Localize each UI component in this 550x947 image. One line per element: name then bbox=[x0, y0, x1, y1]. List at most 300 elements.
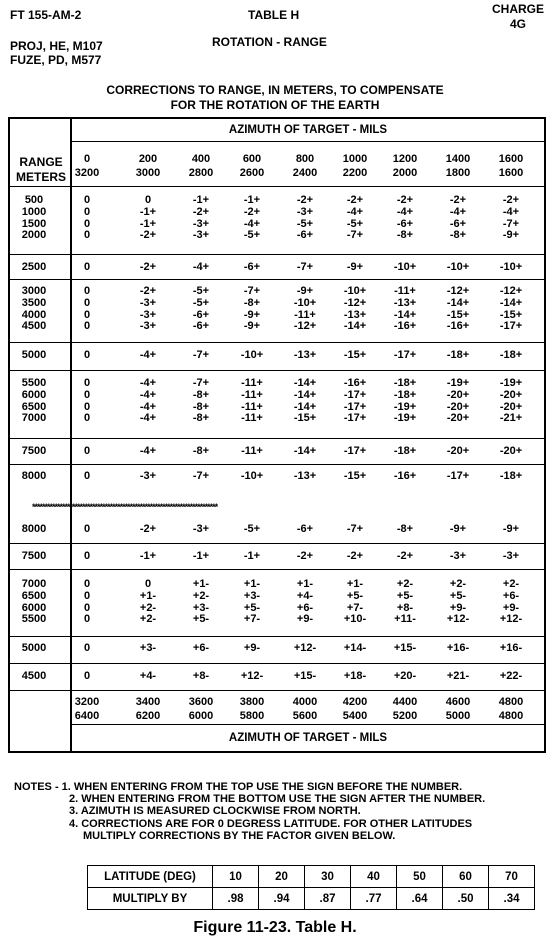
bottom-azimuth-value: 5000 bbox=[445, 710, 471, 722]
correction-value: +15- bbox=[393, 642, 417, 654]
correction-value: -4+ bbox=[139, 412, 157, 425]
correction-value: +22- bbox=[499, 670, 523, 682]
correction-value: -20+ bbox=[499, 445, 523, 457]
correction-value: +12- bbox=[293, 642, 317, 654]
correction-value: -20+ bbox=[446, 445, 470, 457]
top-azimuth-value: 1600 bbox=[498, 153, 524, 165]
doc-id: FT 155-AM-2 bbox=[10, 8, 82, 22]
correction-value: -18+ bbox=[393, 388, 417, 401]
range-value: 5000 bbox=[21, 349, 47, 361]
top-azimuth-value: 400 bbox=[191, 153, 211, 165]
correction-value: -1+ bbox=[139, 550, 157, 562]
correction-value: -8+ bbox=[396, 229, 414, 242]
correction-value: -12+ bbox=[446, 285, 470, 297]
latitude-row-label: LATITUDE (DEG) bbox=[88, 866, 213, 888]
correction-value: -4+ bbox=[139, 388, 157, 401]
correction-value: -15+ bbox=[446, 308, 470, 321]
correction-value: +20- bbox=[393, 670, 417, 682]
correction-value: -9+ bbox=[449, 523, 467, 535]
correction-value: -8+ bbox=[396, 523, 414, 535]
correction-value: -1+ bbox=[192, 550, 210, 562]
top-azimuth-value: 2000 bbox=[392, 167, 418, 179]
row-divider bbox=[10, 464, 544, 465]
bottom-azimuth-value: 6400 bbox=[74, 710, 100, 722]
correction-value: -2+ bbox=[396, 194, 414, 206]
correction-value: +4- bbox=[139, 670, 157, 682]
note-1: NOTES - 1. WHEN ENTERING FROM THE TOP USE THE SIGN BEFORE THE NUMBER. bbox=[14, 781, 463, 793]
correction-value: -7+ bbox=[346, 523, 364, 535]
row-divider bbox=[10, 690, 544, 691]
range-label-line2: METERS bbox=[15, 170, 66, 184]
note-2: 2. WHEN ENTERING FROM THE BOTTOM USE THE SIGN AFTER THE NUMBER. bbox=[69, 793, 486, 806]
correction-value: -14+ bbox=[393, 308, 417, 321]
correction-value: -17+ bbox=[499, 320, 523, 333]
bottom-azimuth-value: 5200 bbox=[392, 710, 418, 722]
bottom-azimuth-value: 6200 bbox=[135, 710, 161, 722]
top-azimuth-value: 2600 bbox=[239, 167, 265, 179]
correction-value: -1+ bbox=[243, 194, 261, 206]
correction-value: -13+ bbox=[343, 308, 367, 321]
range-value: 8000 bbox=[21, 470, 47, 482]
correction-value: -7+ bbox=[192, 349, 210, 361]
correction-value: -14+ bbox=[293, 400, 317, 413]
row-divider bbox=[10, 370, 544, 371]
correction-value: 0 bbox=[83, 377, 91, 389]
azimuth-header-bottom: AZIMUTH OF TARGET - MILS bbox=[72, 724, 544, 751]
top-azimuth-value: 1000 bbox=[342, 153, 368, 165]
range-value: 6500 bbox=[21, 589, 47, 602]
correction-value: -16+ bbox=[393, 470, 417, 482]
correction-value: -11+ bbox=[241, 412, 263, 425]
correction-value: -5+ bbox=[296, 217, 314, 230]
correction-value: 0 bbox=[83, 550, 91, 562]
correction-value: -9+ bbox=[502, 229, 520, 242]
row-divider bbox=[10, 543, 544, 544]
correction-value: +21- bbox=[446, 670, 470, 682]
correction-value: -19+ bbox=[499, 377, 523, 389]
correction-value: -2+ bbox=[243, 205, 261, 218]
bottom-azimuth-value: 4400 bbox=[392, 696, 418, 708]
latitude-factor-table bbox=[87, 865, 535, 910]
correction-value: 0 bbox=[83, 523, 91, 535]
correction-value: -18+ bbox=[446, 349, 470, 361]
correction-value: -19+ bbox=[393, 412, 417, 425]
correction-value: 0 bbox=[83, 400, 91, 413]
correction-value: -2+ bbox=[296, 194, 314, 206]
correction-value: -14+ bbox=[499, 296, 523, 309]
correction-value: -2+ bbox=[346, 550, 364, 562]
correction-value: +5- bbox=[449, 589, 467, 602]
correction-value: 0 bbox=[83, 229, 91, 242]
row-divider bbox=[10, 636, 544, 637]
correction-value: -7+ bbox=[346, 229, 364, 242]
row-divider bbox=[10, 279, 544, 280]
correction-value: 0 bbox=[83, 642, 91, 654]
correction-value: -2+ bbox=[139, 261, 157, 273]
correction-value: +2- bbox=[449, 578, 467, 590]
correction-value: -9+ bbox=[296, 285, 314, 297]
correction-value: +5- bbox=[243, 601, 261, 614]
correction-value: -11+ bbox=[241, 388, 263, 401]
correction-value: 0 bbox=[83, 308, 91, 321]
correction-value: +1- bbox=[296, 578, 314, 590]
correction-value: +9- bbox=[449, 601, 467, 614]
correction-value: -1+ bbox=[139, 217, 157, 230]
correction-value: -18+ bbox=[393, 377, 417, 389]
factor-cell: .50 bbox=[443, 888, 489, 910]
range-value: 7000 bbox=[21, 578, 47, 590]
correction-value: -5+ bbox=[192, 285, 210, 297]
correction-value: +8- bbox=[396, 601, 414, 614]
correction-value: -8+ bbox=[192, 445, 210, 457]
factor-cell: .98 bbox=[213, 888, 259, 910]
correction-value: +2- bbox=[192, 589, 210, 602]
correction-value: -2+ bbox=[139, 285, 157, 297]
correction-value: -5+ bbox=[243, 229, 261, 242]
correction-value: 0 bbox=[83, 578, 91, 590]
bottom-azimuth-value: 4000 bbox=[292, 696, 318, 708]
range-value: 4000 bbox=[21, 308, 47, 321]
table-title-line1: CORRECTIONS TO RANGE, IN METERS, TO COMPENSATE bbox=[106, 83, 444, 97]
range-value: 2500 bbox=[21, 261, 47, 273]
correction-value: -10+ bbox=[343, 285, 367, 297]
bottom-azimuth-value: 5400 bbox=[342, 710, 368, 722]
bottom-azimuth-value: 5800 bbox=[239, 710, 265, 722]
correction-value: -6+ bbox=[296, 229, 314, 242]
correction-value: 0 bbox=[83, 589, 91, 602]
factor-cell: .34 bbox=[489, 888, 535, 910]
row-divider bbox=[10, 342, 544, 343]
correction-value: 0 bbox=[83, 194, 91, 206]
correction-value: +7- bbox=[243, 613, 261, 626]
range-value: 8000 bbox=[21, 523, 47, 535]
row-divider bbox=[10, 186, 544, 187]
top-azimuth-value: 0 bbox=[83, 153, 91, 165]
range-value: 4500 bbox=[21, 320, 47, 333]
latitude-cell: 10 bbox=[213, 866, 259, 888]
correction-value: +9- bbox=[243, 642, 261, 654]
correction-value: -4+ bbox=[139, 349, 157, 361]
range-value: 1000 bbox=[21, 205, 47, 218]
correction-value: +11- bbox=[394, 613, 416, 626]
correction-value: -15+ bbox=[293, 412, 317, 425]
factor-cell: .87 bbox=[305, 888, 351, 910]
correction-value: -19+ bbox=[446, 377, 470, 389]
correction-value: +3- bbox=[192, 601, 210, 614]
notes-block bbox=[14, 781, 485, 842]
top-azimuth-value: 2800 bbox=[188, 167, 214, 179]
correction-value: -10+ bbox=[393, 261, 417, 273]
row-divider bbox=[10, 663, 544, 664]
correction-value: -4+ bbox=[396, 205, 414, 218]
correction-value: -7+ bbox=[502, 217, 520, 230]
note-3: 3. AZIMUTH IS MEASURED CLOCKWISE FROM NORTH. bbox=[69, 805, 361, 818]
top-azimuth-value: 3000 bbox=[135, 167, 161, 179]
correction-value: +8- bbox=[192, 670, 210, 682]
correction-value: -11+ bbox=[241, 377, 263, 389]
correction-value: -10+ bbox=[240, 349, 264, 361]
figure-caption: Figure 11-23. Table H. bbox=[193, 919, 357, 936]
correction-value: -17+ bbox=[343, 445, 367, 457]
correction-value: +14- bbox=[343, 642, 367, 654]
top-azimuth-value: 1400 bbox=[445, 153, 471, 165]
correction-value: 0 bbox=[83, 285, 91, 297]
correction-value: 0 bbox=[83, 670, 91, 682]
correction-value: -11+ bbox=[294, 308, 316, 321]
range-value: 7500 bbox=[21, 550, 47, 562]
correction-value: -7+ bbox=[243, 285, 261, 297]
correction-value: +16- bbox=[499, 642, 523, 654]
correction-value: -17+ bbox=[343, 388, 367, 401]
bottom-azimuth-value: 4800 bbox=[498, 696, 524, 708]
correction-value: -8+ bbox=[192, 388, 210, 401]
range-label-line1: RANGE bbox=[19, 155, 63, 169]
correction-value: -4+ bbox=[243, 217, 261, 230]
correction-value: -9+ bbox=[502, 523, 520, 535]
correction-value: -2+ bbox=[139, 523, 157, 535]
correction-value: +18- bbox=[343, 670, 367, 682]
correction-value: -8+ bbox=[192, 400, 210, 413]
correction-value: 0 bbox=[83, 349, 91, 361]
note-4: 4. CORRECTIONS ARE FOR 0 DEGRESS LATITUDE. FOR OTHER LATITUDES bbox=[69, 817, 473, 830]
correction-value: -19+ bbox=[393, 400, 417, 413]
correction-value: -17+ bbox=[343, 400, 367, 413]
range-value: 5500 bbox=[21, 377, 47, 389]
correction-value: -4+ bbox=[502, 205, 520, 218]
table-title-line2: FOR THE ROTATION OF THE EARTH bbox=[170, 98, 380, 112]
correction-value: -20+ bbox=[499, 388, 523, 401]
correction-value: -18+ bbox=[393, 445, 417, 457]
correction-value: +6- bbox=[192, 642, 210, 654]
range-value: 3500 bbox=[21, 296, 47, 309]
correction-value: -1+ bbox=[139, 205, 157, 218]
correction-value: -11+ bbox=[241, 400, 263, 413]
multiply-row bbox=[88, 888, 535, 910]
correction-value: -11+ bbox=[241, 445, 263, 457]
correction-value: -2+ bbox=[192, 205, 210, 218]
charge-label: CHARGE bbox=[491, 2, 544, 16]
correction-value: -4+ bbox=[139, 377, 157, 389]
latitude-cell: 60 bbox=[443, 866, 489, 888]
bottom-azimuth-value: 6000 bbox=[188, 710, 214, 722]
correction-value: +6- bbox=[296, 601, 314, 614]
correction-value: -12+ bbox=[343, 296, 367, 309]
correction-value: -8+ bbox=[192, 412, 210, 425]
top-azimuth-value: 800 bbox=[295, 153, 315, 165]
correction-value: -20+ bbox=[446, 412, 470, 425]
correction-value: +1- bbox=[243, 578, 261, 590]
correction-value: +5- bbox=[192, 613, 210, 626]
correction-value: -2+ bbox=[139, 229, 157, 242]
correction-value: +15- bbox=[293, 670, 317, 682]
factor-cell: .77 bbox=[351, 888, 397, 910]
latitude-cell: 40 bbox=[351, 866, 397, 888]
correction-value: 0 bbox=[83, 613, 91, 626]
correction-value: -4+ bbox=[192, 261, 210, 273]
bottom-azimuth-value: 3200 bbox=[74, 696, 100, 708]
correction-value: -3+ bbox=[139, 470, 157, 482]
correction-value: 0 bbox=[144, 578, 152, 590]
correction-value: -6+ bbox=[192, 308, 210, 321]
bottom-azimuth-value: 3800 bbox=[239, 696, 265, 708]
fuze-label: FUZE, PD, M577 bbox=[10, 53, 102, 67]
bottom-azimuth-value: 4600 bbox=[445, 696, 471, 708]
correction-value: -20+ bbox=[446, 388, 470, 401]
range-value: 5500 bbox=[21, 613, 47, 626]
correction-value: +1- bbox=[139, 589, 157, 602]
top-azimuth-value: 1800 bbox=[445, 167, 471, 179]
correction-value: -9+ bbox=[346, 261, 364, 273]
range-value: 1500 bbox=[21, 217, 47, 230]
correction-value: +9- bbox=[296, 613, 314, 626]
correction-value: +6- bbox=[502, 589, 520, 602]
correction-value: -5+ bbox=[243, 523, 261, 535]
correction-value: +4- bbox=[296, 589, 314, 602]
correction-value: -10+ bbox=[293, 296, 317, 309]
latitude-cell: 20 bbox=[259, 866, 305, 888]
correction-value: -4+ bbox=[346, 205, 364, 218]
factor-cell: .64 bbox=[397, 888, 443, 910]
correction-value: -21+ bbox=[499, 412, 523, 425]
correction-value: -15+ bbox=[343, 470, 367, 482]
correction-value: -3+ bbox=[192, 523, 210, 535]
correction-value: +2- bbox=[139, 601, 157, 614]
correction-value: -17+ bbox=[343, 412, 367, 425]
correction-value: -14+ bbox=[293, 445, 317, 457]
correction-value: 0 bbox=[83, 320, 91, 333]
projectile-label: PROJ, HE, M107 bbox=[10, 39, 103, 53]
correction-value: -3+ bbox=[192, 229, 210, 242]
correction-value: 0 bbox=[83, 445, 91, 457]
correction-value: -6+ bbox=[192, 320, 210, 333]
correction-value: -1+ bbox=[192, 194, 210, 206]
correction-value: -2+ bbox=[346, 194, 364, 206]
correction-value: -4+ bbox=[449, 205, 467, 218]
correction-value: -16+ bbox=[446, 320, 470, 333]
correction-value: 0 bbox=[83, 412, 91, 425]
correction-value: -6+ bbox=[243, 261, 261, 273]
bottom-azimuth-value: 4800 bbox=[498, 710, 524, 722]
correction-value: -5+ bbox=[192, 296, 210, 309]
top-azimuth-value: 2200 bbox=[342, 167, 368, 179]
rotation-range-table bbox=[8, 117, 546, 753]
correction-value: -12+ bbox=[293, 320, 317, 333]
bottom-azimuth-value: 3400 bbox=[135, 696, 161, 708]
latitude-row bbox=[88, 866, 535, 888]
correction-value: 0 bbox=[83, 296, 91, 309]
correction-value: +12- bbox=[499, 613, 523, 626]
correction-value: -8+ bbox=[449, 229, 467, 242]
correction-value: -14+ bbox=[343, 320, 367, 333]
top-azimuth-value: 200 bbox=[138, 153, 158, 165]
correction-value: -10+ bbox=[499, 261, 523, 273]
correction-value: -3+ bbox=[192, 217, 210, 230]
top-azimuth-value: 1600 bbox=[498, 167, 524, 179]
correction-value: +9- bbox=[502, 601, 520, 614]
correction-value: -3+ bbox=[502, 550, 520, 562]
correction-value: -3+ bbox=[139, 308, 157, 321]
range-value: 2000 bbox=[21, 229, 47, 242]
correction-value: +12- bbox=[240, 670, 264, 682]
correction-value: -6+ bbox=[296, 523, 314, 535]
correction-value: -4+ bbox=[139, 400, 157, 413]
correction-value: -20+ bbox=[446, 400, 470, 413]
correction-value: +12- bbox=[446, 613, 470, 626]
correction-value: 0 bbox=[83, 261, 91, 273]
correction-value: -2+ bbox=[449, 194, 467, 206]
correction-value: -2+ bbox=[296, 550, 314, 562]
correction-value: -10+ bbox=[446, 261, 470, 273]
correction-value: -18+ bbox=[499, 349, 523, 361]
range-value: 500 bbox=[24, 194, 44, 206]
correction-value: +1- bbox=[192, 578, 210, 590]
correction-value: 0 bbox=[83, 601, 91, 614]
top-azimuth-value: 2400 bbox=[292, 167, 318, 179]
correction-value: -14+ bbox=[446, 296, 470, 309]
correction-value: -12+ bbox=[499, 285, 523, 297]
correction-value: -16+ bbox=[343, 377, 367, 389]
correction-value: -10+ bbox=[240, 470, 264, 482]
correction-value: -6+ bbox=[396, 217, 414, 230]
correction-value: -7+ bbox=[192, 470, 210, 482]
correction-value: -15+ bbox=[343, 349, 367, 361]
bottom-azimuth-value: 3600 bbox=[188, 696, 214, 708]
correction-value: +2- bbox=[502, 578, 520, 590]
correction-value: +3- bbox=[243, 589, 261, 602]
correction-value: -7+ bbox=[296, 261, 314, 273]
correction-value: -17+ bbox=[446, 470, 470, 482]
correction-value: -2+ bbox=[502, 194, 520, 206]
top-azimuth-value: 3200 bbox=[74, 167, 100, 179]
correction-value: -15+ bbox=[499, 308, 523, 321]
correction-value: +2- bbox=[396, 578, 414, 590]
correction-value: -11+ bbox=[394, 285, 416, 297]
correction-value: -5+ bbox=[346, 217, 364, 230]
correction-value: -13+ bbox=[293, 470, 317, 482]
correction-value: -3+ bbox=[139, 320, 157, 333]
charge-value: 4G bbox=[509, 17, 526, 31]
row-divider bbox=[10, 254, 544, 255]
correction-value: +2- bbox=[139, 613, 157, 626]
correction-value: +3- bbox=[139, 642, 157, 654]
correction-value: -13+ bbox=[393, 296, 417, 309]
latitude-cell: 70 bbox=[489, 866, 535, 888]
correction-value: -2+ bbox=[396, 550, 414, 562]
correction-value: +10- bbox=[343, 613, 367, 626]
range-value: 4500 bbox=[21, 670, 47, 682]
factor-cell: .94 bbox=[259, 888, 305, 910]
azimuth-header-top: AZIMUTH OF TARGET - MILS bbox=[72, 119, 544, 142]
correction-value: 0 bbox=[83, 470, 91, 482]
correction-value: -20+ bbox=[499, 400, 523, 413]
range-value: 6000 bbox=[21, 388, 47, 401]
range-value: 7000 bbox=[21, 412, 47, 425]
correction-value: +5- bbox=[346, 589, 364, 602]
correction-value: +16- bbox=[446, 642, 470, 654]
correction-value: 0 bbox=[144, 194, 152, 206]
table-name: TABLE H bbox=[248, 8, 300, 22]
separator-stars: ************************************************************************** bbox=[32, 503, 218, 511]
correction-value: -3+ bbox=[296, 205, 314, 218]
range-value: 5000 bbox=[21, 642, 47, 654]
correction-value: -9+ bbox=[243, 320, 261, 333]
bottom-azimuth-value: 4200 bbox=[342, 696, 368, 708]
correction-value: 0 bbox=[83, 205, 91, 218]
range-value: 3000 bbox=[21, 285, 47, 297]
correction-value: -13+ bbox=[293, 349, 317, 361]
correction-value: +5- bbox=[396, 589, 414, 602]
correction-value: -6+ bbox=[449, 217, 467, 230]
